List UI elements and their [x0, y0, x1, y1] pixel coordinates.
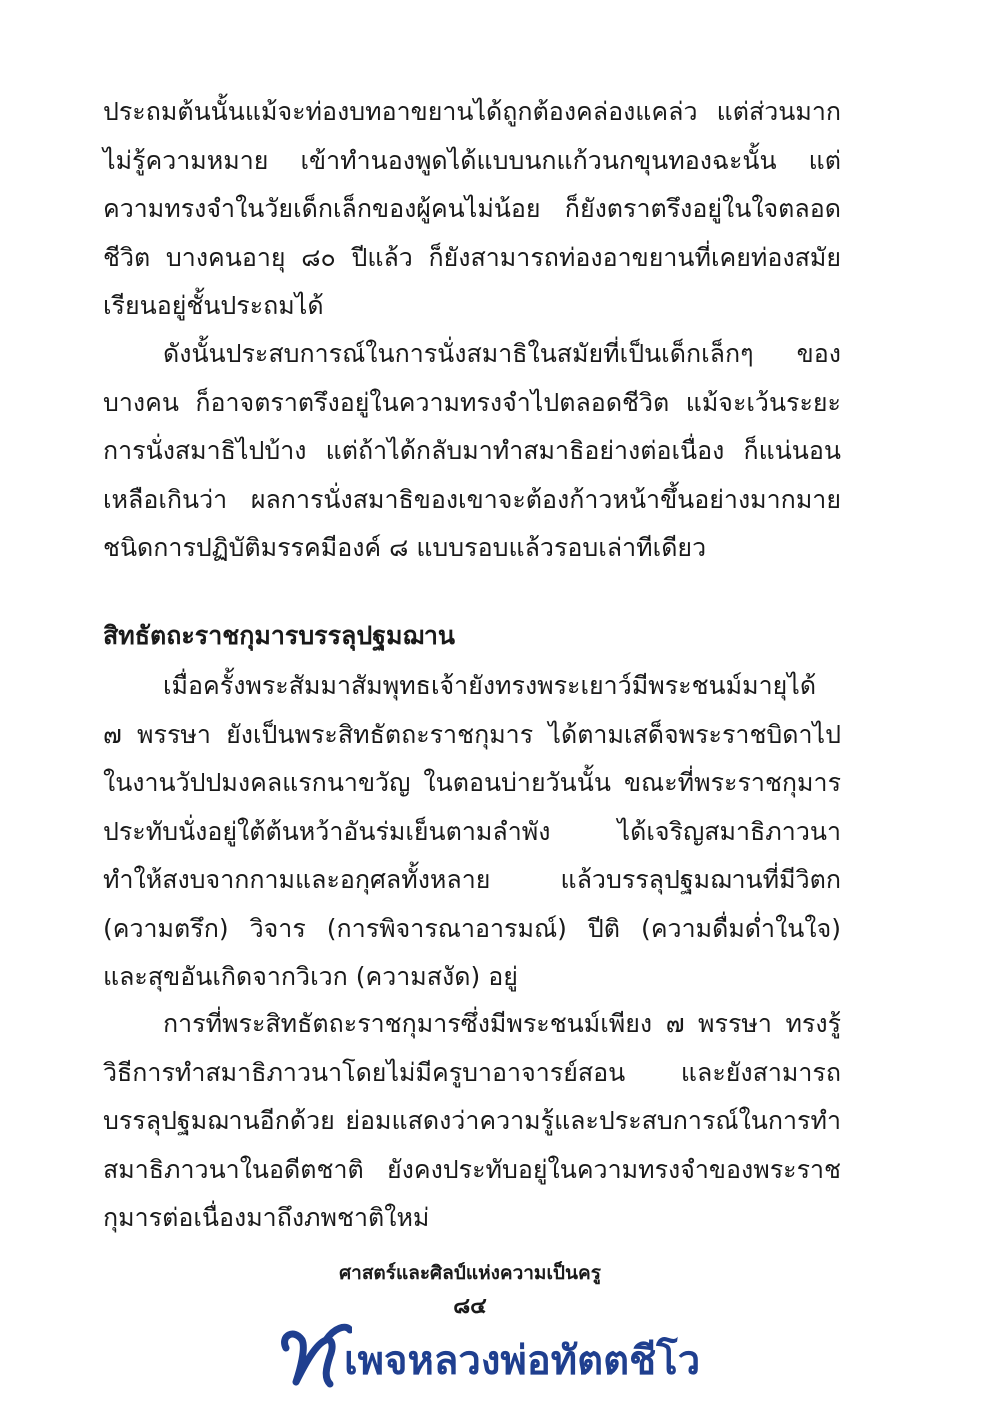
paragraph-1: ประถมต้นนั้นแม้จะท่องบทอาขยานได้ถูกต้องคล่องแคล่ว แต่ส่วนมากไม่รู้ความหมาย เข้าทำนองพูดได้แบบนกแก้วนกขุนทองฉะนั้น แต่ความทรงจำในวัยเด็กเล็กของผู้คนไม่น้อย ก็ยังตราตรึงอยู่ในใจตลอดชีวิต บางคนอายุ ๘๐ ปีแล้ว ก็ยังสามารถท่องอาขยานที่เคยท่องสมัยเรียนอยู่ชั้นประถมได้ — [103, 97, 841, 320]
paragraph-2: ดังนั้นประสบการณ์ในการนั่งสมาธิในสมัยที่เป็นเด็กเล็กๆ ของบางคน ก็อาจตราตรึงอยู่ในความทรงจำไปตลอดชีวิต แม้จะเว้นระยะการนั่งสมาธิไปบ้าง แต่ถ้าได้กลับมาทำสมาธิอย่างต่อเนื่อง ก็แน่นอนเหลือเกินว่า ผลการนั่งสมาธิของเขาจะต้องก้าวหน้าขึ้นอย่างมากมายชนิดการปฏิบัติมรรคมีองค์ ๘ แบบรอบแล้วรอบเล่าทีเดียว — [103, 339, 841, 562]
paragraph-3: เมื่อครั้งพระสัมมาสัมพุทธเจ้ายังทรงพระเยาว์มีพระชนม์มายุได้ ๗ พรรษา ยังเป็นพระสิทธัตถะราชกุมาร ได้ตามเสด็จพระราชบิดาไปในงานวัปปมงคลแรกนาขวัญ ในตอนบ่ายวันนั้น ขณะที่พระราชกุมารประทับนั่งอยู่ใต้ต้นหว้าอันร่มเย็นตามลำพัง ได้เจริญสมาธิภาวนา ทำให้สงบจากกามและอกุศลทั้งหลาย แล้วบรรลุปฐมฌานที่มีวิตก (ความตรึก) วิจาร (การพิจารณาอารมณ์) ปีติ (ความดื่มด่ำในใจ) และสุขอันเกิดจากวิเวก (ความสงัด) อยู่ — [103, 671, 841, 991]
section-heading: สิทธัตถะราชกุมารบรรลุปฐมฌาน — [103, 621, 455, 650]
paragraph-4: การที่พระสิทธัตถะราชกุมารซึ่งมีพระชนม์เพียง ๗ พรรษา ทรงรู้วิธีการทำสมาธิภาวนาโดยไม่มีครูบาอาจารย์สอน และยังสามารถบรรลุปฐมฌานอีกด้วย ย่อมแสดงว่าความรู้และประสบการณ์ในการทำสมาธิภาวนาในอดีตชาติ ยังคงประทับอยู่ในความทรงจำของพระราชกุมารต่อเนื่องมาถึงภพชาติใหม่ — [103, 1009, 841, 1232]
page-logo — [272, 1318, 732, 1398]
footer-book-title: ศาสตร์และศิลป์แห่งความเป็นครู — [339, 1262, 601, 1284]
page-number: ๘๔ — [453, 1294, 487, 1319]
logo-text: เพจหลวงพ่อทัตตชีโว — [344, 1338, 701, 1384]
logo-mark-icon — [272, 1318, 352, 1398]
